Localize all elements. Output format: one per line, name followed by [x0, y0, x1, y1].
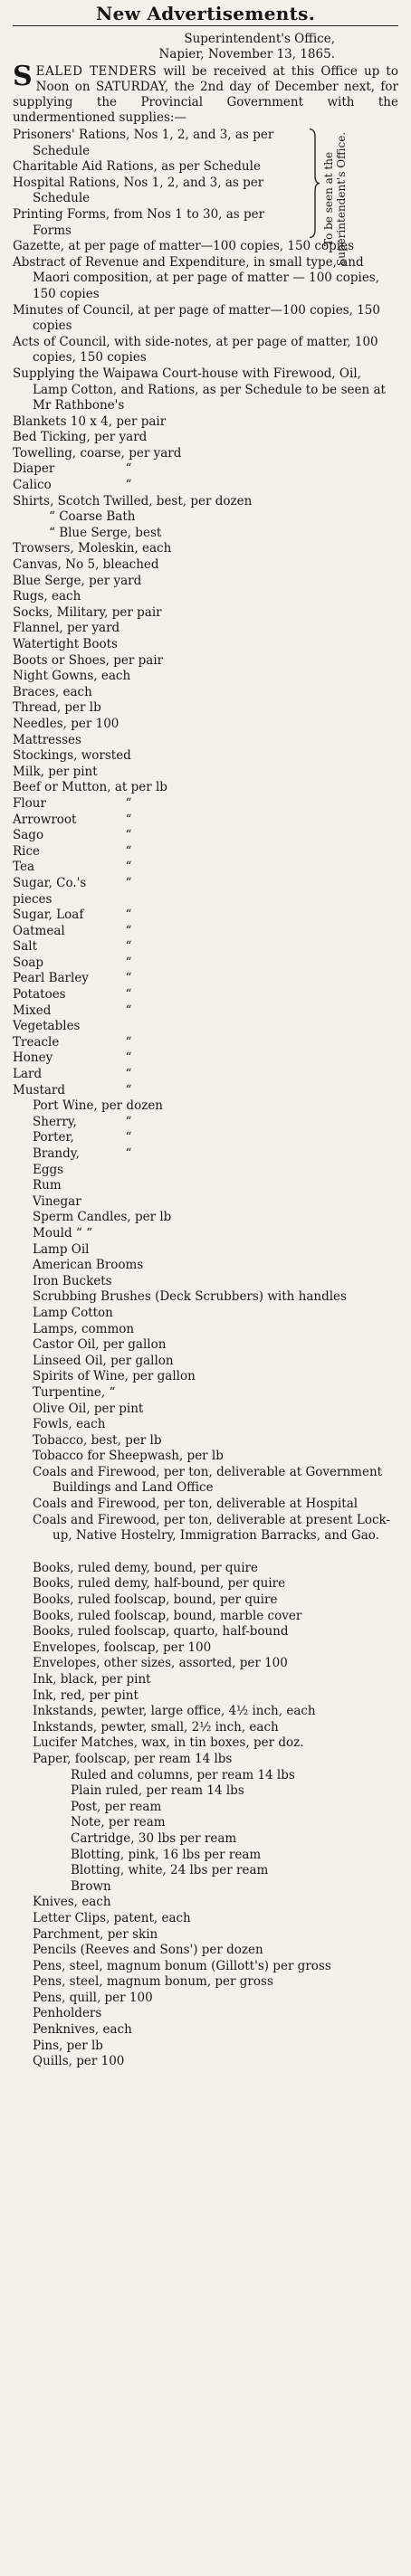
item-name: Treacle — [13, 1034, 60, 1050]
list-subitem: Note, per ream — [71, 1815, 166, 1830]
list-item: Stockings, worsted — [13, 748, 131, 764]
list-item: Lamp Cotton — [33, 1305, 113, 1320]
ditto-mark: “ — [125, 1082, 132, 1098]
list-item: Books, ruled demy, half-bound, per quire — [33, 1576, 286, 1592]
list-item: Needles, per 100 — [13, 716, 119, 731]
item-name: Potatoes — [13, 987, 66, 1003]
list-item: Inkstands, pewter, large office, 4½ inch, each — [33, 1704, 316, 1719]
list-item: Tobacco, best, per lb — [33, 1432, 162, 1448]
ditto-mark: “ — [125, 1146, 132, 1161]
list-item: Mould “ “ — [33, 1225, 92, 1240]
list-item: Parchment, per skin — [33, 1926, 158, 1942]
ditto-mark: “ — [125, 478, 132, 493]
list-item: Shirts, Scotch Twilled, best, per dozen — [13, 493, 253, 509]
list-item: Inkstands, pewter, small, 2½ inch, each — [33, 1719, 279, 1735]
list-item: Quills, per 100 — [33, 2054, 125, 2069]
dateline-office: Superintendent's Office, — [184, 32, 335, 46]
list-subitem: Post, per ream — [71, 1799, 162, 1814]
list-item: Coals and Firewood, per ton, deliverable at present Lock-up, Native Hostelry, Immigration Barracks, and Gao. — [33, 1512, 391, 1544]
item-name: Mustard — [13, 1082, 66, 1098]
ditto-mark: “ — [125, 1067, 132, 1082]
item-name: Sherry, — [33, 1114, 77, 1129]
list-item: Minutes of Council, at per page of matter—100 copies, 150 copies — [13, 302, 380, 334]
item-name: Diaper — [13, 461, 55, 477]
brace-icon — [308, 128, 320, 239]
list-item: Coals and Firewood, per ton, deliverable at Government Buildings and Land Office — [33, 1464, 383, 1496]
ditto-mark: “ — [125, 875, 132, 890]
list-item — [13, 1067, 398, 1083]
list-item: Pens, steel, magnum bonum (Gillott's) per gross — [33, 1958, 331, 1973]
list-item: Towelling, coarse, per yard — [13, 445, 182, 461]
list-item: Prisoners' Rations, Nos 1, 2, and 3, as per Schedule — [13, 128, 274, 158]
list-item: Socks, Military, per pair — [13, 604, 162, 620]
list-item: Lucifer Matches, wax, in tin boxes, per doz. — [33, 1735, 304, 1751]
list-item: Knives, each — [33, 1895, 111, 1910]
list-item — [13, 908, 398, 924]
list-item: Books, ruled foolscap, bound, marble cover — [33, 1608, 302, 1623]
list-subitem: “ Blue Serge, best — [49, 525, 162, 540]
list-item — [13, 478, 398, 494]
list-item: Supplying the Waipawa Court-house with Firewood, Oil, Lamp Cotton, and Rations, as per Schedule to be seen at Mr Rathbone's — [13, 366, 386, 413]
list-item: Pins, per lb — [33, 2038, 103, 2053]
side-note: To be seen at the Superintendent's Office. — [322, 131, 348, 267]
intro-lead: EALED TENDERS — [35, 64, 158, 79]
list-item: Blankets 10 x 4, per pair — [13, 413, 167, 429]
list-item: Ink, black, per pint — [33, 1672, 151, 1687]
list-item: Letter Clips, patent, each — [33, 1910, 191, 1925]
item-name: Tea — [13, 860, 34, 875]
list-subitem: Plain ruled, per ream 14 lbs — [71, 1783, 244, 1799]
list-item: Pens, steel, magnum bonum, per gross — [33, 1974, 273, 1990]
list-subitem: Brown — [71, 1878, 111, 1894]
list-item: Gazette, at per page of matter—100 copies, 150 copies — [13, 239, 354, 254]
ditto-mark: “ — [125, 955, 132, 970]
ditto-mark: “ — [125, 1034, 132, 1050]
list-item: Penholders — [33, 2006, 102, 2021]
list-item — [13, 1050, 398, 1067]
list-item: American Brooms — [33, 1258, 144, 1273]
ditto-mark: “ — [125, 923, 132, 938]
item-name: Brandy, — [33, 1146, 80, 1161]
list-subitem: Blotting, pink, 16 lbs per ream — [71, 1847, 262, 1862]
list-item: Ink, red, per pint — [33, 1687, 139, 1703]
item-name: Porter, — [33, 1130, 74, 1145]
list-item: Books, ruled demy, bound, per quire — [33, 1560, 258, 1575]
list-item: Milk, per pint — [13, 764, 98, 779]
list-item — [13, 1003, 398, 1035]
list-subitem: Blotting, white, 24 lbs per ream — [71, 1863, 269, 1878]
list-subitem: Ruled and columns, per ream 14 lbs — [71, 1767, 295, 1782]
list-item: Vinegar — [33, 1193, 81, 1209]
list-item: Charitable Aid Rations, as per Schedule — [13, 159, 261, 175]
list-item: Books, ruled foolscap, quarto, half-bound — [33, 1624, 289, 1640]
list-item: Sperm Candles, per lb — [33, 1210, 172, 1225]
list-subitem: “ Coarse Bath — [49, 509, 136, 525]
list-item: Coals and Firewood, per ton, deliverable at Hospital — [33, 1497, 358, 1512]
list-subitem: Cartridge, 30 lbs per ream — [71, 1830, 237, 1846]
intro-paragraph — [13, 61, 398, 126]
item-name: Calico — [13, 478, 52, 493]
ditto-mark: “ — [125, 860, 132, 875]
ditto-mark: “ — [125, 1130, 132, 1145]
list-item: Spirits of Wine, per gallon — [33, 1369, 196, 1384]
list-item: Boots or Shoes, per pair — [13, 652, 164, 668]
title-rule — [13, 25, 398, 26]
item-name: Sago — [13, 828, 44, 843]
list-item — [13, 1083, 398, 1099]
item-name: Lard — [13, 1067, 43, 1082]
list-item: Pens, quill, per 100 — [33, 1990, 153, 2005]
list-item — [13, 876, 398, 908]
list-item — [13, 796, 398, 813]
list-item: Turpentine, “ — [33, 1384, 116, 1400]
dateline-date: Napier, November 13, 1865. — [158, 47, 335, 62]
list-item: Night Gowns, each — [13, 669, 131, 684]
list-item: Braces, each — [13, 684, 92, 699]
list-item: Scrubbing Brushes (Deck Scrubbers) with handles — [33, 1289, 347, 1305]
list-item — [13, 860, 398, 876]
list-item: Olive Oil, per pint — [33, 1401, 144, 1416]
item-name: Sugar, Co.'s pieces — [13, 875, 87, 907]
list-item — [13, 461, 398, 478]
item-name: Flour — [13, 795, 46, 811]
list-item — [13, 971, 398, 987]
ditto-mark: “ — [125, 1050, 132, 1066]
list-item: Envelopes, other sizes, assorted, per 100 — [33, 1656, 288, 1671]
item-name: Rice — [13, 843, 41, 859]
list-item: Trowsers, Moleskin, each — [13, 541, 172, 556]
list-item — [13, 987, 398, 1003]
item-name: Mixed Vegetables — [13, 1003, 81, 1034]
list-item: Printing Forms, from Nos 1 to 30, as per Forms — [13, 206, 265, 238]
list-item: Acts of Council, with side-notes, at per page of matter, 100 copies, 150 copies — [13, 334, 378, 366]
list-item: Castor Oil, per gallon — [33, 1337, 167, 1353]
ditto-mark: “ — [125, 1114, 132, 1129]
drop-cap: S — [13, 61, 33, 92]
list-item: Flannel, per yard — [13, 621, 120, 636]
ditto-mark: “ — [125, 843, 132, 859]
list-item — [13, 1115, 398, 1131]
list-item — [13, 1146, 398, 1163]
page-title: New Advertisements. — [96, 3, 315, 24]
intro-body: will be received at this Office up to Noon on SATURDAY, the 2nd day of December next, for supplying the Provincial Government with the undermentioned supplies:— — [13, 64, 398, 125]
list-item: Books, ruled foolscap, bound, per quire — [33, 1592, 278, 1608]
item-name: Arrowroot — [13, 812, 77, 827]
list-item: Fowls, each — [33, 1417, 106, 1432]
ditto-mark: “ — [125, 828, 132, 843]
list-item — [13, 1130, 398, 1146]
list-item: Paper, foolscap, per ream 14 lbs — [33, 1751, 233, 1766]
ditto-mark: “ — [125, 461, 132, 477]
list-item: Blue Serge, per yard — [13, 573, 142, 588]
list-item — [13, 828, 398, 844]
ditto-mark: “ — [125, 971, 132, 986]
item-name: Soap — [13, 955, 44, 970]
item-name: Honey — [13, 1050, 53, 1066]
list-item — [13, 955, 398, 972]
ditto-mark: “ — [125, 908, 132, 923]
list-item: Lamps, common — [33, 1321, 135, 1336]
dateline — [13, 32, 398, 62]
item-name: Salt — [13, 939, 38, 955]
list-item: Mattresses — [13, 732, 81, 747]
item-name: Oatmeal — [13, 923, 65, 938]
list-item: Eggs — [33, 1162, 64, 1177]
list-item: Watertight Boots — [13, 637, 118, 651]
list-item: Penknives, each — [33, 2022, 132, 2038]
ditto-mark: “ — [125, 812, 132, 827]
list-item: Abstract of Revenue and Expenditure, in small type, and Maori composition, at per page of matter — 100 copies, 150 copies — [13, 254, 380, 301]
list-item: Hospital Rations, Nos 1, 2, and 3, as per Schedule — [13, 175, 264, 206]
list-item: Beef or Mutton, at per lb — [13, 780, 167, 795]
section-gap — [13, 1545, 398, 1561]
list-item: Iron Buckets — [33, 1273, 112, 1288]
list-item: Tobacco for Sheepwash, per lb — [33, 1449, 224, 1464]
ditto-mark: “ — [125, 795, 132, 811]
list-item — [13, 924, 398, 940]
list-item — [13, 1035, 398, 1051]
item-name: Sugar, Loaf — [13, 908, 84, 923]
list-item: Thread, per lb — [13, 700, 101, 716]
ditto-mark: “ — [125, 1003, 132, 1018]
list-item: Canvas, No 5, bleached — [13, 557, 159, 573]
list-item — [13, 844, 398, 860]
list-item: Pencils (Reeves and Sons') per dozen — [33, 1943, 263, 1958]
list-item: Port Wine, per dozen — [33, 1098, 163, 1114]
list-item: Rugs, each — [13, 589, 81, 604]
list-item: Lamp Oil — [33, 1241, 90, 1257]
list-item — [13, 813, 398, 829]
item-name: Pearl Barley — [13, 971, 89, 986]
ditto-mark: “ — [125, 987, 132, 1003]
list-item: Envelopes, foolscap, per 100 — [33, 1640, 212, 1655]
list-item: Linseed Oil, per gallon — [33, 1353, 174, 1368]
ditto-mark: “ — [125, 939, 132, 955]
list-item — [13, 939, 398, 955]
list-item: Rum — [33, 1178, 62, 1193]
list-item: Bed Ticking, per yard — [13, 430, 148, 445]
